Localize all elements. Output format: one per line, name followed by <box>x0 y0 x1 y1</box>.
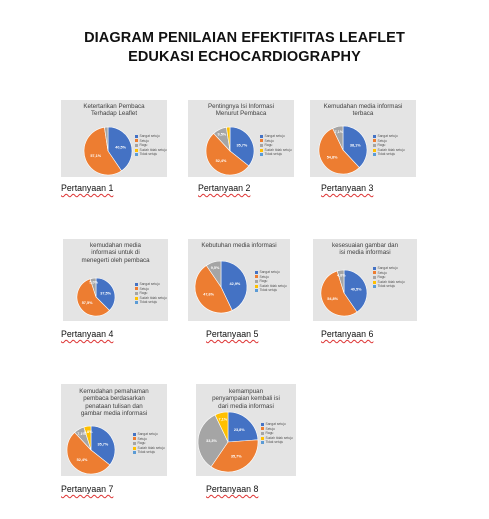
legend-label: Setuju <box>137 436 147 441</box>
legend-label: Sangat setuju <box>377 134 398 138</box>
legend-swatch <box>260 135 263 138</box>
legend-label: Sudah tidak setuju <box>259 283 287 288</box>
question-caption: Pertanyaan 4 <box>61 329 114 339</box>
legend-label: Ragu <box>265 431 274 436</box>
chart-legend <box>135 134 167 157</box>
chart-title-line: kemudahan media <box>90 242 141 249</box>
data-label: 35,7% <box>236 143 248 148</box>
legend-label: Setuju <box>264 138 274 143</box>
chart-card-5 <box>188 239 290 321</box>
legend-item <box>373 152 405 157</box>
legend-swatch <box>135 135 138 138</box>
chart-title-line: isi media informasi <box>339 249 391 257</box>
legend-swatch <box>260 144 263 147</box>
chart-title-line: informasi untuk di <box>91 249 140 257</box>
legend-label: Setuju <box>265 426 275 431</box>
data-label: 54,8% <box>326 155 338 160</box>
legend-swatch <box>133 451 136 454</box>
legend-label: Ragu <box>377 275 386 280</box>
legend-swatch <box>373 267 376 270</box>
legend-swatch <box>373 149 376 152</box>
legend-label: Ragu <box>377 143 386 148</box>
legend-item <box>135 152 167 157</box>
legend-swatch <box>135 283 138 286</box>
legend-swatch <box>373 271 376 274</box>
chart-card-2 <box>188 100 294 177</box>
chart-title-line: Pentingnya Isi Informasi <box>207 103 275 110</box>
legend-item <box>260 152 292 157</box>
legend-label: Ragu <box>139 291 148 296</box>
pie-chart <box>63 239 168 321</box>
chart-title-line: penyampaian kembali isi <box>212 395 280 403</box>
legend-item <box>255 288 287 293</box>
chart-card-7 <box>61 384 167 476</box>
legend-label: Setuju <box>259 274 269 279</box>
legend-label: Setuju <box>139 286 149 291</box>
legend-label: Sangat setuju <box>265 422 286 426</box>
data-label: 4,8% <box>83 429 93 434</box>
legend-swatch <box>373 135 376 138</box>
legend-item <box>135 300 167 305</box>
chart-title-line: Kemudahan media informasi <box>323 103 403 110</box>
chart-title-line: penataan tulisan dan <box>85 402 143 410</box>
legend-swatch <box>260 139 263 142</box>
data-label: 40,5% <box>350 287 362 292</box>
data-label: 35,7% <box>97 442 109 447</box>
legend-swatch <box>133 442 136 445</box>
legend-swatch <box>261 423 264 426</box>
legend-swatch <box>255 275 258 278</box>
legend-label: Sudah tidak setuju <box>137 445 165 450</box>
legend-swatch <box>373 153 376 156</box>
legend-swatch <box>373 285 376 288</box>
legend-swatch <box>135 297 138 300</box>
legend-swatch <box>135 153 138 156</box>
question-caption: Pertanyaan 7 <box>61 484 114 494</box>
chart-card-6 <box>313 239 417 321</box>
chart-title-line: Terhadap Leaflet <box>90 110 138 118</box>
page-title-line-2: EDUKASI ECHOCARDIOGRAPHY <box>128 49 361 65</box>
chart-legend <box>133 432 165 455</box>
data-label: 42,9% <box>229 282 241 287</box>
data-label: 57,5% <box>81 300 93 305</box>
question-caption: Pertanyaan 5 <box>206 329 259 339</box>
legend-label: Sudah tidak setuju <box>377 279 405 284</box>
chart-legend <box>255 270 287 293</box>
legend-label: Tidak setuju <box>137 450 156 455</box>
chart-title-line: terbaca <box>352 110 374 118</box>
legend-label: Sangat setuju <box>139 134 160 138</box>
data-label: 52,4% <box>76 457 88 462</box>
legend-item <box>373 284 405 289</box>
chart-card-4 <box>63 239 168 321</box>
legend-label: Sudah tidak setuju <box>377 147 405 152</box>
legend-label: Ragu <box>139 143 148 148</box>
chart-title-line: kemampuan <box>228 388 264 395</box>
chart-card-1 <box>61 100 167 177</box>
legend-swatch <box>255 285 258 288</box>
legend-label: Setuju <box>377 270 387 275</box>
legend-label: Ragu <box>264 143 273 148</box>
pie-slice <box>228 412 258 442</box>
legend-swatch <box>135 144 138 147</box>
legend-swatch <box>261 427 264 430</box>
legend-swatch <box>260 149 263 152</box>
legend-swatch <box>135 292 138 295</box>
legend-label: Tidak setuju <box>139 152 158 157</box>
data-label: 7,1% <box>334 130 344 135</box>
legend-swatch <box>373 276 376 279</box>
legend-label: Sudah tidak setuju <box>139 295 167 300</box>
legend-swatch <box>133 437 136 440</box>
legend-label: Tidak setuju <box>265 440 284 445</box>
legend-label: Setuju <box>139 138 149 143</box>
question-caption: Pertanyaan 6 <box>321 329 374 339</box>
legend-label: Tidak setuju <box>377 284 396 289</box>
data-label: 54,8% <box>327 296 339 301</box>
data-label: 4,8% <box>336 273 346 278</box>
legend-swatch <box>255 289 258 292</box>
legend-label: Sangat setuju <box>264 134 285 138</box>
legend-swatch <box>261 432 264 435</box>
question-caption: Pertanyaan 8 <box>206 484 259 494</box>
data-label: 9,5% <box>210 265 220 270</box>
data-label: 7,1% <box>77 432 86 437</box>
legend-label: Ragu <box>137 441 146 446</box>
legend-item <box>133 450 165 455</box>
legend-label: Sudah tidak setuju <box>265 435 293 440</box>
data-label: 38,1% <box>349 143 361 148</box>
legend-swatch <box>255 280 258 283</box>
legend-swatch <box>135 149 138 152</box>
legend-label: Sangat setuju <box>259 270 280 274</box>
data-label: 35,7% <box>230 454 242 459</box>
legend-swatch <box>135 301 138 304</box>
data-label: 57,1% <box>90 154 102 159</box>
chart-legend <box>373 266 405 289</box>
chart-card-8 <box>196 384 296 476</box>
legend-swatch <box>261 437 264 440</box>
data-label: 33,3% <box>206 439 217 444</box>
legend-swatch <box>135 287 138 290</box>
legend-label: Setuju <box>377 138 387 143</box>
data-label: 23,8% <box>233 428 245 433</box>
data-label: 47,6% <box>203 292 214 297</box>
data-label: 5,0% <box>89 280 99 285</box>
data-label: 40,5% <box>115 145 127 150</box>
question-caption: Pertanyaan 1 <box>61 183 114 193</box>
pie-chart <box>61 384 167 476</box>
chart-title-line: dari media informasi <box>218 402 274 410</box>
chart-title-line: Kebutuhan media informasi <box>201 242 277 249</box>
question-caption: Pertanyaan 2 <box>198 183 251 193</box>
legend-label: Ragu <box>259 279 268 284</box>
legend-label: Sudah tidak setuju <box>264 147 292 152</box>
legend-swatch <box>373 144 376 147</box>
chart-title-line: Ketertarikan Pembaca <box>83 103 145 110</box>
chart-title-line: Menurut Pembaca <box>215 110 267 118</box>
legend-label: Sudah tidak setuju <box>139 147 167 152</box>
chart-title-line: kesesuaian gambar dan <box>331 242 399 249</box>
chart-title-line: pembaca berdasarkan <box>83 395 145 403</box>
chart-legend <box>261 422 293 445</box>
legend-label: Sangat setuju <box>377 266 398 270</box>
legend-swatch <box>261 441 264 444</box>
legend-swatch <box>133 433 136 436</box>
chart-legend <box>135 282 167 305</box>
legend-label: Sangat setuju <box>137 432 158 436</box>
legend-swatch <box>133 447 136 450</box>
legend-label: Tidak setuju <box>377 152 396 157</box>
data-label: 37,5% <box>100 291 112 296</box>
legend-swatch <box>373 139 376 142</box>
legend-swatch <box>260 153 263 156</box>
chart-legend <box>373 134 405 157</box>
chart-title-line: menegerti oleh pembaca <box>81 256 150 264</box>
chart-title-line: gambar media informasi <box>80 410 148 418</box>
legend-label: Sangat setuju <box>139 282 160 286</box>
chart-title-line: Kemudahan pemahaman <box>79 388 149 395</box>
legend-item <box>261 440 293 445</box>
legend-swatch <box>373 281 376 284</box>
data-label: 9,5% <box>217 132 227 137</box>
data-label: 7,1% <box>218 417 228 422</box>
legend-swatch <box>255 271 258 274</box>
legend-swatch <box>135 139 138 142</box>
question-caption: Pertanyaan 3 <box>321 183 374 193</box>
chart-card-3 <box>310 100 416 177</box>
legend-label: Tidak setuju <box>139 300 158 305</box>
chart-legend <box>260 134 292 157</box>
data-label: 52,4% <box>215 158 227 163</box>
page-title-line-1: DIAGRAM PENILAIAN EFEKTIFITAS LEAFLET <box>84 30 405 46</box>
legend-label: Tidak setuju <box>264 152 283 157</box>
legend-label: Tidak setuju <box>259 288 278 293</box>
